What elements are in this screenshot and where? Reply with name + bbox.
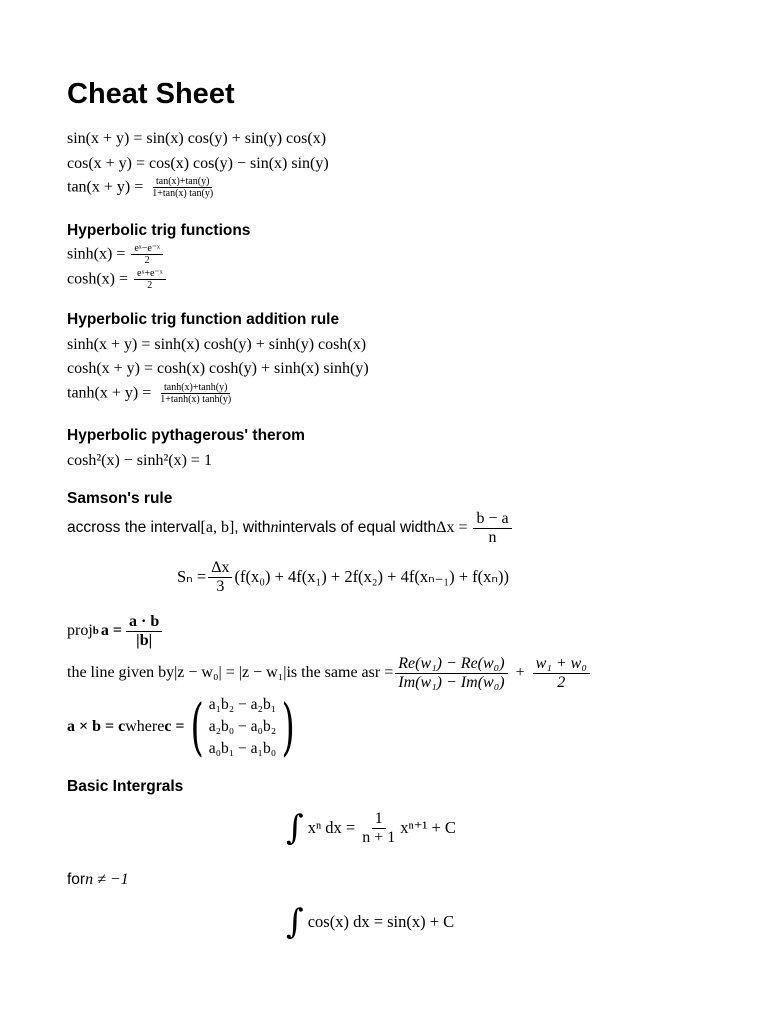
cross-where: where — [125, 718, 165, 735]
power-rhs: xⁿ⁺¹ + C — [400, 818, 456, 838]
proj-subscript: b — [92, 625, 99, 638]
power-denominator: n + 1 — [362, 828, 396, 846]
cond-math: n ≠ −1 — [85, 871, 129, 888]
power-fraction — [359, 810, 398, 847]
line-text-b: is the same as — [286, 664, 375, 682]
samson-text-a: accross the interval — [67, 519, 201, 537]
line-plus: + — [515, 664, 525, 682]
samson-text-b: , with — [234, 519, 271, 537]
power-condition — [67, 871, 129, 889]
cross-lhs: a × b = c — [67, 718, 126, 735]
samson-dx-lhs: Δx = — [436, 519, 468, 537]
cond-text: for — [67, 871, 86, 888]
sinh-definition — [67, 243, 165, 267]
cross-row: a₀b₁ − a₁b₀ — [208, 740, 277, 757]
sn-denominator: 3 — [216, 577, 225, 595]
integral-sign: ∫ — [286, 808, 304, 849]
pythagorean-heading: Hyperbolic pythagerous' therom — [67, 427, 305, 444]
cosh-lhs: cosh(x) = — [67, 270, 129, 288]
integrals-heading: Basic Intergrals — [67, 778, 184, 795]
sin-addition-formula: sin(x + y) = sin(x) cos(y) + sin(y) cos(x) — [67, 130, 327, 147]
tanh-denominator: 1+tanh(x) tanh(y) — [160, 394, 232, 405]
power-numerator: 1 — [372, 810, 386, 829]
line-text-a: the line given by — [67, 664, 175, 682]
tan-numerator: tan(x)+tan(y) — [153, 176, 212, 188]
tanh-addition-formula — [67, 382, 236, 406]
line-numerator: Re(w₁) − Re(w₀) — [395, 655, 507, 674]
sinh-addition-formula: sinh(x + y) = sinh(x) cosh(y) + sinh(y) cosh(x) — [67, 336, 367, 353]
line-condition: |z − w₀| = |z − w₁| — [174, 664, 287, 682]
proj-fraction — [126, 613, 162, 650]
right-paren: ) — [281, 690, 295, 763]
left-paren: ( — [189, 690, 204, 763]
cosh-fraction — [134, 268, 166, 292]
proj-numerator: a · b — [126, 613, 162, 632]
sn-rhs: (f(x₀) + 4f(x₁) + 2f(x₂) + 4f(xₙ₋₁) + f(xₙ)) — [234, 567, 509, 587]
proj-lhs: proj — [67, 622, 93, 640]
cross-product — [67, 690, 300, 763]
line-denominator-2: 2 — [557, 673, 566, 691]
page-title: Cheat Sheet — [67, 78, 235, 110]
line-denominator: Im(w₁) − Im(w₀) — [398, 673, 505, 691]
power-integral — [286, 810, 456, 847]
samson-heading: Samson's rule — [67, 490, 173, 507]
line-fraction — [395, 655, 507, 692]
tanh-fraction — [157, 382, 234, 406]
power-lhs: xⁿ dx = — [307, 818, 356, 838]
projection-formula — [67, 613, 164, 650]
tanh-numerator: tanh(x)+tanh(y) — [161, 382, 230, 394]
integral-sign: ∫ — [286, 902, 304, 942]
tan-denominator: 1+tan(x) tan(y) — [152, 188, 214, 199]
line-r-lhs: r = — [374, 664, 394, 682]
samson-dx-numerator: b − a — [473, 510, 511, 529]
cross-row: a₁b₂ − a₂b₁ — [208, 696, 277, 713]
cosh-definition — [67, 268, 168, 292]
cos-integral — [286, 902, 455, 942]
sn-fraction — [208, 559, 232, 596]
samson-interval-line — [67, 510, 514, 547]
samson-text-c: intervals of equal width — [278, 519, 437, 537]
proj-lhs-tail: a = — [100, 622, 123, 640]
tan-fraction — [149, 176, 216, 200]
cosh-denominator: 2 — [147, 280, 153, 291]
sinh-fraction — [131, 243, 163, 267]
line-numerator-2: w₁ + w₀ — [533, 655, 590, 674]
line-equation — [67, 655, 592, 692]
cross-vector-rows — [209, 694, 276, 760]
hyperbolic-functions-heading: Hyperbolic trig functions — [67, 222, 251, 239]
tan-addition-formula — [67, 176, 218, 200]
cos-addition-formula: cos(x + y) = cos(x) cos(y) − sin(x) sin(y) — [67, 155, 329, 172]
samson-dx-denominator: n — [488, 528, 497, 546]
simpson-formula — [177, 559, 509, 596]
sn-numerator: Δx — [208, 559, 232, 578]
cross-row: a₂b₀ − a₀b₂ — [208, 718, 277, 735]
sn-lhs: Sₙ = — [177, 567, 207, 587]
sinh-denominator: 2 — [144, 255, 150, 266]
cosh-numerator: eˣ+e⁻ˣ — [134, 268, 166, 280]
samson-n: n — [270, 519, 279, 537]
line-fraction-2 — [533, 655, 590, 692]
samson-dx-fraction — [473, 510, 511, 547]
samson-interval: [a, b] — [200, 519, 235, 537]
tan-lhs: tan(x + y) = — [67, 178, 144, 196]
hyperbolic-addition-heading: Hyperbolic trig function addition rule — [67, 311, 340, 328]
sinh-numerator: eˣ−e⁻ˣ — [131, 243, 163, 255]
cos-integral-text: cos(x) dx = sin(x) + C — [307, 912, 455, 931]
proj-denominator: |b| — [136, 631, 153, 649]
cosh-addition-formula: cosh(x + y) = cosh(x) cosh(y) + sinh(x) sinh(y) — [67, 360, 369, 377]
sinh-lhs: sinh(x) = — [67, 245, 126, 263]
cross-vector — [185, 690, 301, 763]
tanh-lhs: tanh(x + y) = — [67, 384, 152, 402]
pythagorean-identity: cosh²(x) − sinh²(x) = 1 — [67, 452, 212, 469]
cross-c-eq: c = — [164, 718, 185, 735]
